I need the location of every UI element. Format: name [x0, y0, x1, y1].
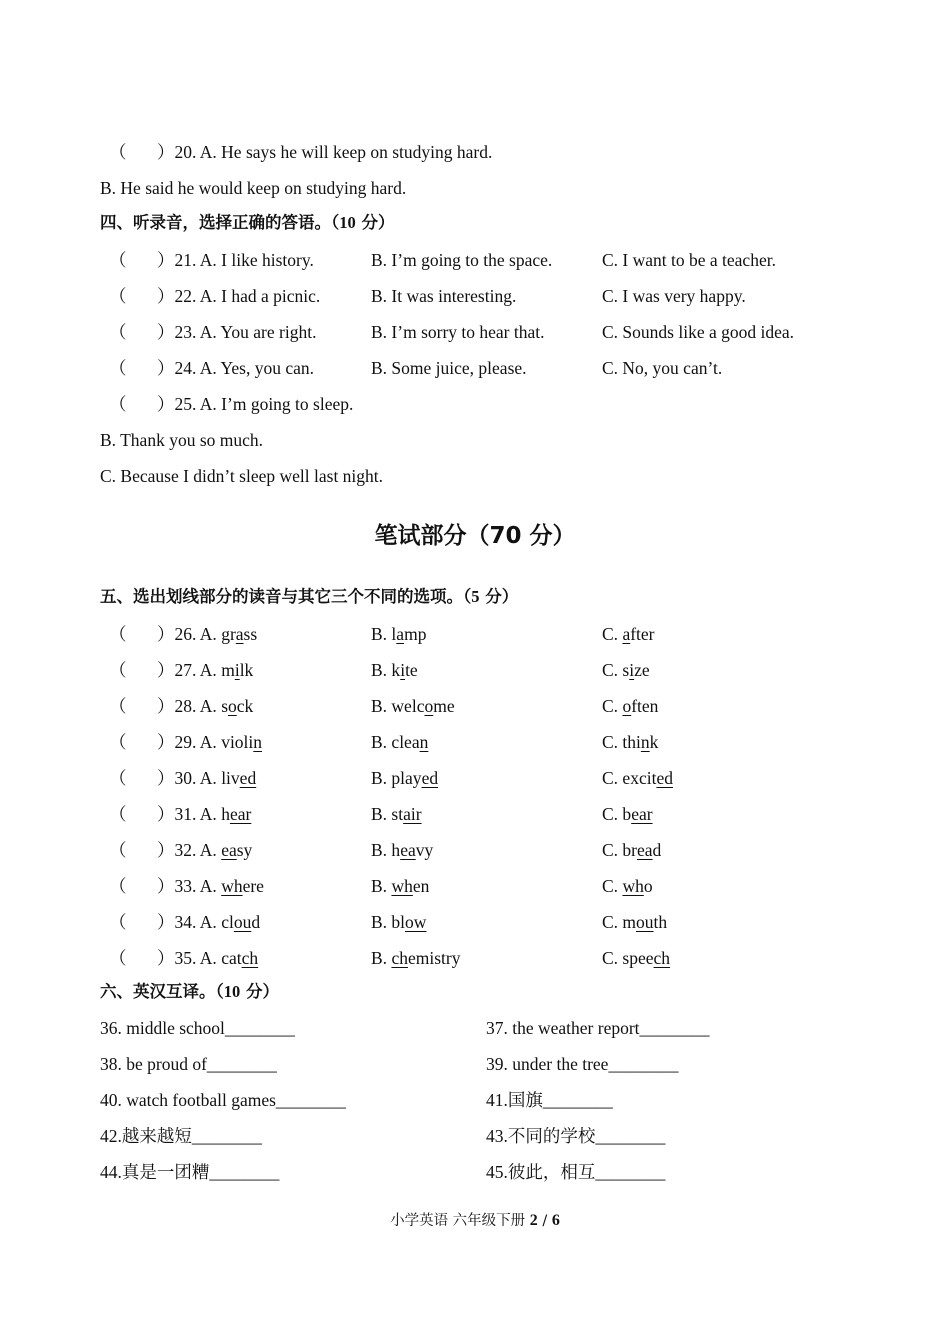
- underlined-sound: air: [403, 804, 422, 824]
- underlined-sound: ou: [233, 912, 252, 932]
- underlined-sound: ea: [221, 840, 237, 860]
- question-25: [0, 392, 950, 416]
- option-c: C. often: [602, 696, 659, 716]
- translation-item: 45.彼此，相互________: [486, 1162, 666, 1182]
- answer-paren: （: [109, 732, 127, 752]
- option-c: C. size: [602, 660, 650, 680]
- phonics-question: [0, 622, 950, 646]
- option-a: ）32. A. easy: [157, 840, 253, 860]
- option-c: C. No, you can’t.: [602, 358, 723, 378]
- answer-paren: （: [109, 912, 127, 932]
- underlined-sound: wh: [622, 876, 644, 896]
- translation-item: 43.不同的学校________: [486, 1126, 666, 1146]
- answer-paren: （: [109, 286, 127, 306]
- option-a: ）29. A. violin: [157, 732, 263, 752]
- phonics-question: [0, 730, 950, 754]
- phonics-question: [0, 802, 950, 826]
- underlined-sound: ed: [656, 768, 673, 788]
- question-20: [0, 140, 950, 164]
- underlined-sound: n: [640, 732, 650, 752]
- underlined-sound: a: [235, 624, 244, 644]
- underlined-sound: i: [629, 660, 635, 680]
- question-text: ）20. A. He says he will keep on studying hard.: [157, 142, 493, 162]
- underlined-sound: wh: [221, 876, 243, 896]
- option-a: ）28. A. sock: [157, 696, 254, 716]
- phonics-question: [0, 766, 950, 790]
- underlined-sound: ed: [239, 768, 257, 788]
- option-a: ）21. A. I like history.: [157, 250, 314, 270]
- answer-paren: （: [109, 768, 127, 788]
- underlined-sound: o: [228, 696, 237, 716]
- answer-paren: （: [109, 250, 127, 270]
- translation-item: 40. watch football games________: [100, 1090, 346, 1110]
- option-c: C. I want to be a teacher.: [602, 250, 776, 270]
- phonics-question: [0, 874, 950, 898]
- question-20-option-b: B. He said he would keep on studying hard.: [100, 178, 407, 198]
- underlined-sound: i: [234, 660, 240, 680]
- option-c: C. excited: [602, 768, 673, 788]
- listening-question: [0, 320, 950, 344]
- option-b: B. I’m going to the space.: [371, 250, 553, 270]
- written-part-title: 笔试部分（70 分）: [374, 523, 576, 549]
- option-a: ）35. A. catch: [157, 948, 259, 968]
- page-footer: 小学英语 六年级下册 2 / 6: [390, 1212, 560, 1229]
- option-a: ）27. A. milk: [157, 660, 254, 680]
- underlined-sound: ch: [653, 948, 671, 968]
- answer-paren: （: [109, 394, 127, 414]
- option-a: ）23. A. You are right.: [157, 322, 317, 342]
- option-a: ）30. A. lived: [157, 768, 257, 788]
- answer-paren: （: [109, 660, 127, 680]
- phonics-question: [0, 838, 950, 862]
- answer-paren: （: [109, 358, 127, 378]
- underlined-sound: a: [396, 624, 405, 644]
- option-c: C. mouth: [602, 912, 668, 932]
- translation-item: 41.国旗________: [486, 1090, 613, 1110]
- underlined-sound: i: [400, 660, 406, 680]
- answer-paren: （: [109, 624, 127, 644]
- option-a: ）34. A. cloud: [157, 912, 261, 932]
- option-b: B. It was interesting.: [371, 286, 517, 306]
- option-a: ）31. A. hear: [157, 804, 252, 824]
- underlined-sound: ch: [241, 948, 259, 968]
- option-b: B. played: [371, 768, 439, 788]
- underlined-sound: ear: [631, 804, 653, 824]
- translation-item: 36. middle school________: [100, 1018, 295, 1038]
- option-c: C. bear: [602, 804, 653, 824]
- answer-paren: （: [109, 804, 127, 824]
- option-c: C. after: [602, 624, 655, 644]
- phonics-question: [0, 910, 950, 934]
- option-c: C. speech: [602, 948, 671, 968]
- underlined-sound: ou: [636, 912, 654, 932]
- option-b: B. welcome: [371, 696, 455, 716]
- option-b: B. lamp: [371, 624, 427, 644]
- answer-paren: （: [109, 876, 127, 896]
- underlined-sound: wh: [391, 876, 413, 896]
- phonics-question: [0, 694, 950, 718]
- underlined-sound: n: [419, 732, 429, 752]
- answer-paren: （: [109, 142, 127, 162]
- underlined-sound: ear: [229, 804, 252, 824]
- option-a: ）24. A. Yes, you can.: [157, 358, 315, 378]
- option-c: C. bread: [602, 840, 662, 860]
- option-b: B. chemistry: [371, 948, 461, 968]
- translation-item: 44.真是一团糟________: [100, 1162, 280, 1182]
- underlined-sound: ea: [400, 840, 416, 860]
- option-c: C. who: [602, 876, 653, 896]
- translation-item: 39. under the tree________: [486, 1054, 679, 1074]
- section-4-heading: 四、听录音，选择正确的答语。（10 分）: [100, 213, 395, 232]
- option-a: ）22. A. I had a picnic.: [157, 286, 321, 306]
- section-6-heading: 六、英汉互译。（10 分）: [100, 982, 279, 1001]
- underlined-sound: a: [622, 624, 631, 644]
- underlined-sound: o: [622, 696, 632, 716]
- translation-item: 38. be proud of________: [100, 1054, 277, 1074]
- translation-item: 42.越来越短________: [100, 1126, 262, 1146]
- option-a: ）33. A. where: [157, 876, 264, 896]
- option-b: B. heavy: [371, 840, 434, 860]
- option-c: C. Sounds like a good idea.: [602, 322, 794, 342]
- option-b: B. Some juice, please.: [371, 358, 527, 378]
- option-b: B. clean: [371, 732, 429, 752]
- underlined-sound: ow: [405, 912, 427, 932]
- listening-question: [0, 356, 950, 380]
- answer-paren: （: [109, 696, 127, 716]
- underlined-sound: o: [424, 696, 434, 716]
- option-c: C. think: [602, 732, 659, 752]
- section-5-heading: 五、选出划线部分的读音与其它三个不同的选项。（5 分）: [100, 587, 519, 606]
- option-b: B. kite: [371, 660, 418, 680]
- option-b: B. blow: [371, 912, 427, 932]
- option-a: ）26. A. grass: [157, 624, 258, 644]
- underlined-sound: n: [253, 732, 263, 752]
- underlined-sound: ed: [421, 768, 439, 788]
- underlined-sound: ch: [391, 948, 408, 968]
- phonics-question: [0, 658, 950, 682]
- underlined-sound: ea: [637, 840, 653, 860]
- option-b: B. when: [371, 876, 430, 896]
- answer-paren: （: [109, 840, 127, 860]
- translation-item: 37. the weather report________: [486, 1018, 710, 1038]
- question-25-option-b: B. Thank you so much.: [100, 430, 264, 450]
- option-b: B. stair: [371, 804, 422, 824]
- listening-question: [0, 284, 950, 308]
- question-text: ）25. A. I’m going to sleep.: [157, 394, 354, 414]
- answer-paren: （: [109, 948, 127, 968]
- answer-paren: （: [109, 322, 127, 342]
- question-25-option-c: C. Because I didn’t sleep well last night.: [100, 466, 384, 486]
- option-b: B. I’m sorry to hear that.: [371, 322, 545, 342]
- listening-question: [0, 248, 950, 272]
- option-c: C. I was very happy.: [602, 286, 746, 306]
- phonics-question: [0, 946, 950, 970]
